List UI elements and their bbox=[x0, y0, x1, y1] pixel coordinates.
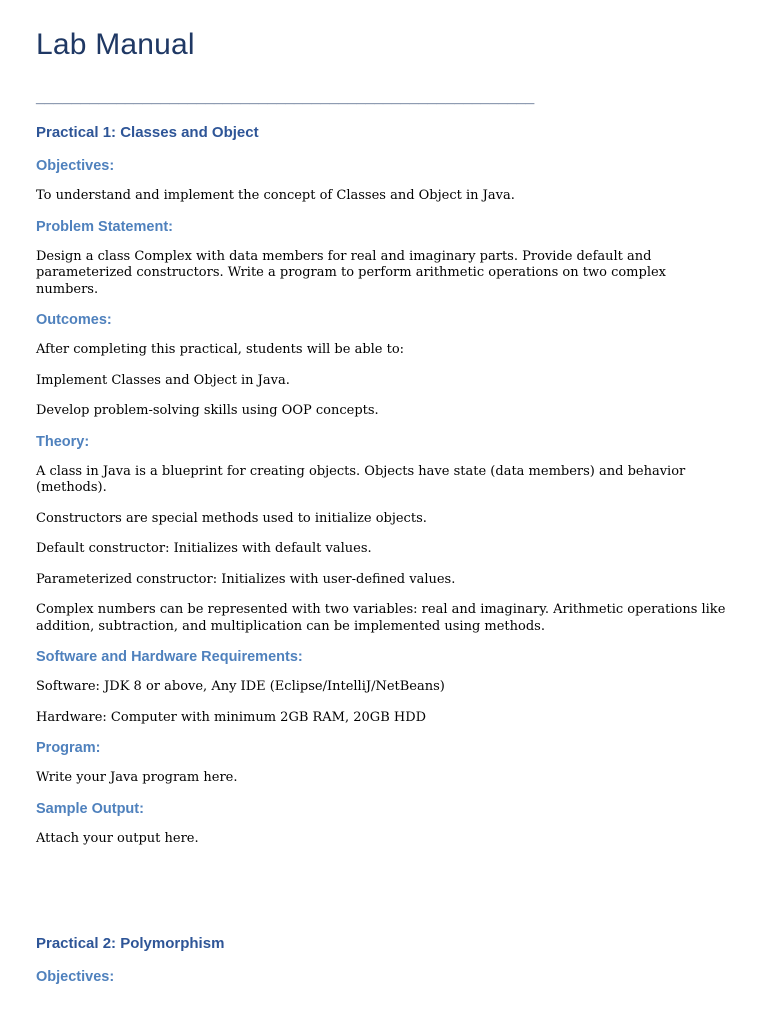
document-title: Lab Manual bbox=[36, 28, 195, 61]
theory-paragraph: Parameterized constructor: Initializes with user-defined values. bbox=[36, 571, 456, 587]
title-underline-rule: ________________________________________________________ bbox=[36, 89, 535, 106]
practical-1-section bbox=[36, 122, 732, 847]
theory-paragraph: Default constructor: Initializes with default values. bbox=[36, 541, 372, 556]
objectives-text: To understand and implement the concept of Classes and Object in Java. bbox=[36, 188, 515, 203]
theory-heading: Theory: bbox=[36, 433, 90, 450]
outcomes-intro: After completing this practical, students will be able to: bbox=[36, 342, 405, 357]
sample-output-heading: Sample Output: bbox=[36, 800, 144, 817]
theory-paragraph: Complex numbers can be represented with two variables: real and imaginary. Arithmetic operations like addition, subtraction, and multiplication can be implemented using methods. bbox=[36, 602, 726, 634]
outcomes-heading: Outcomes: bbox=[36, 312, 112, 328]
outcome-item: Implement Classes and Object in Java. bbox=[36, 372, 290, 388]
practical-1-heading: Practical 1: Classes and Object bbox=[36, 124, 259, 141]
practical-2-heading: Practical 2: Polymorphism bbox=[36, 935, 225, 952]
requirement-item: Hardware: Computer with minimum 2GB RAM, 20GB HDD bbox=[36, 709, 427, 725]
document-body bbox=[36, 122, 732, 988]
theory-paragraph: Constructors are special methods used to initialize objects. bbox=[36, 510, 427, 526]
requirement-item: Software: JDK 8 or above, Any IDE (Eclipse/IntelliJ/NetBeans) bbox=[36, 679, 445, 694]
program-heading: Program: bbox=[36, 740, 101, 756]
objectives-heading: Objectives: bbox=[36, 158, 115, 174]
theory-paragraph: A class in Java is a blueprint for creating objects. Objects have state (data members) and behavior (methods). bbox=[36, 463, 686, 495]
program-text: Write your Java program here. bbox=[36, 770, 238, 785]
sample-output-text: Attach your output here. bbox=[36, 830, 199, 846]
practical-2-section bbox=[36, 933, 732, 988]
problem-statement-heading: Problem Statement: bbox=[36, 218, 173, 235]
problem-statement-text: Design a class Complex with data members for real and imaginary parts. Provide default and parameterized constructors. Write a program to perform arithmetic operations on two complex numbers. bbox=[36, 248, 667, 297]
outcome-item: Develop problem-solving skills using OOP concepts. bbox=[36, 403, 379, 418]
requirements-heading: Software and Hardware Requirements: bbox=[36, 649, 303, 665]
objectives-heading: Objectives: bbox=[36, 969, 115, 985]
